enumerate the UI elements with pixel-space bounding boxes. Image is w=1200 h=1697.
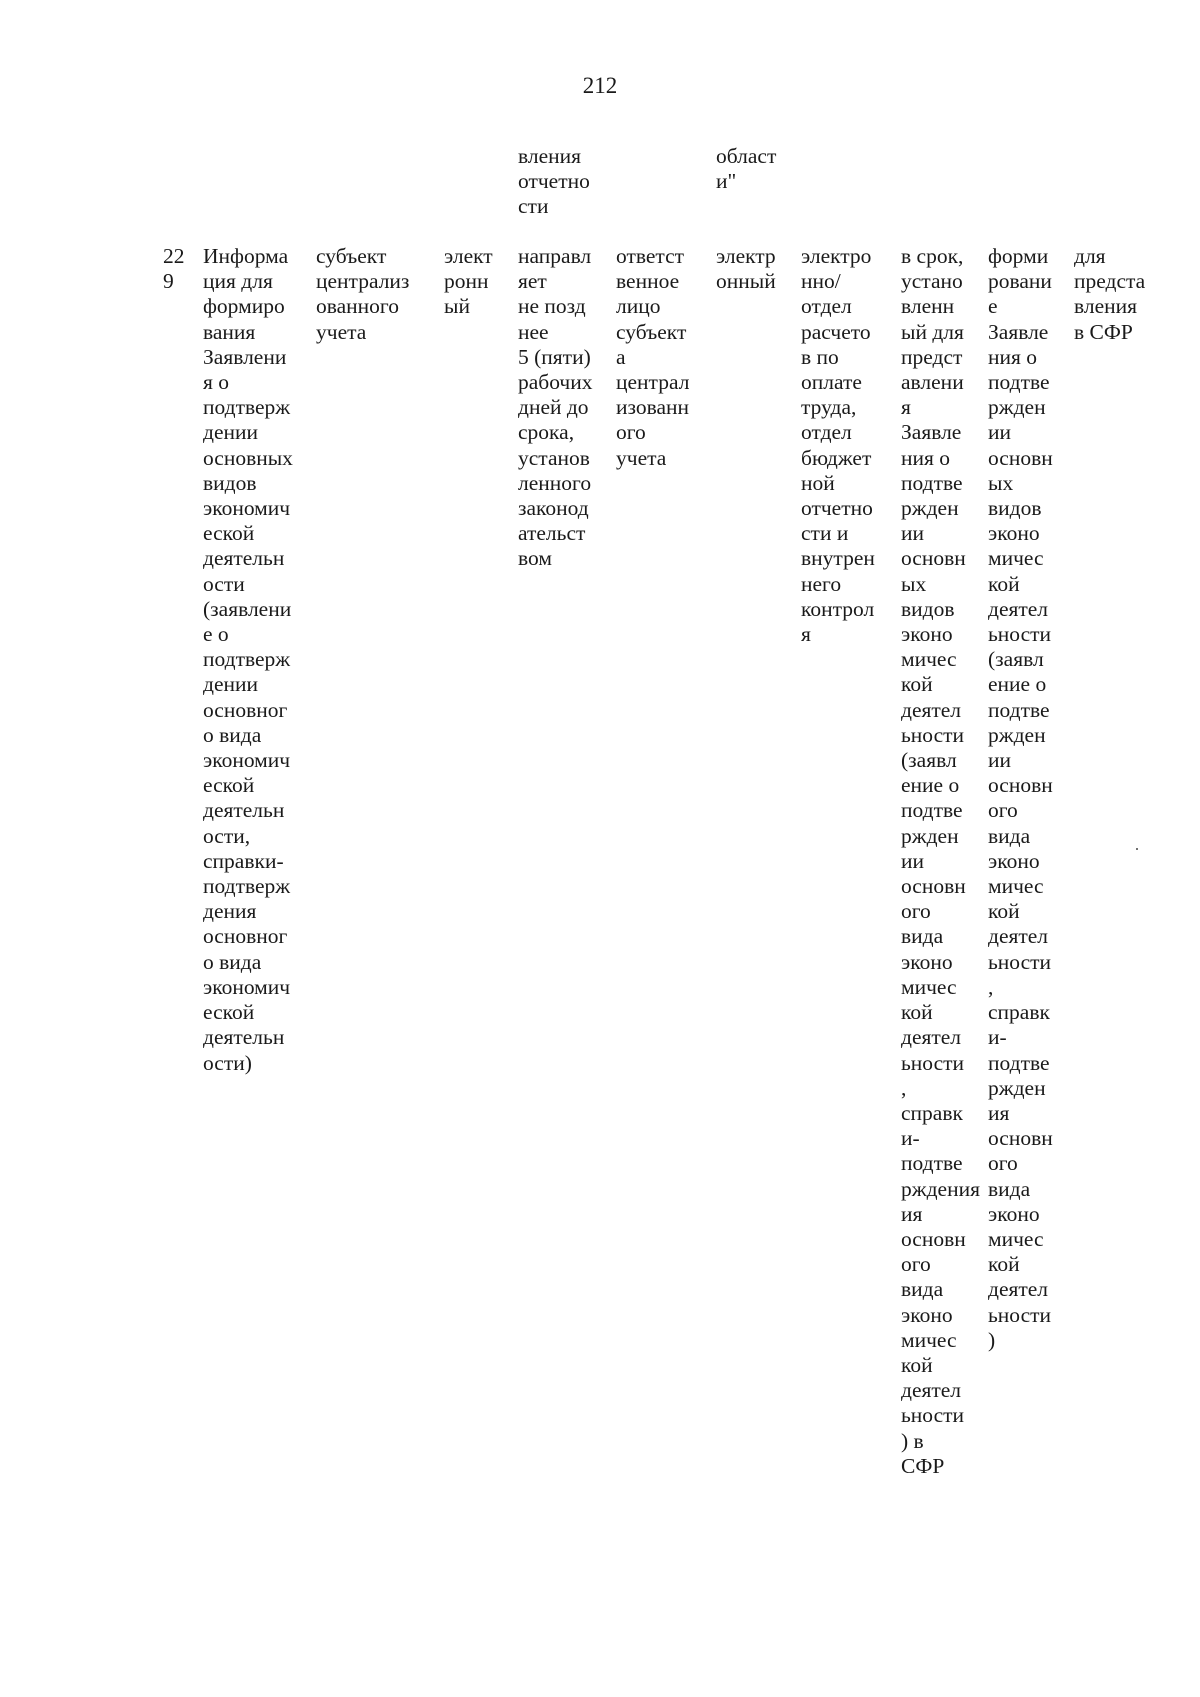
subject-cell: субъект централиз ованного учета <box>316 244 410 344</box>
scan-speck <box>1136 848 1138 850</box>
form-cell: элект ронн ый <box>444 244 493 319</box>
responsible-cell: ответст венное лицо субъект а централ изованн ого учета <box>616 244 690 470</box>
row-number: 22 9 <box>163 244 185 294</box>
page-number: 212 <box>582 73 618 98</box>
deadline-cell: в срок, устано вленн ый для предст авлени я Заявле ния о подтве ржден ии основн ых видов эконо мичес кой деятел ьности (заявл ение о подтве ржден ии основн ого вида эконо мичес кой деятел ьности , справк и- подтве рждения ия основн ого вида эконо мичес кой деятел ьности ) в СФР <box>901 244 980 1478</box>
goal-cell: для предста вления в СФР <box>1074 244 1146 344</box>
continuation-form-cell: област и" <box>716 144 777 194</box>
term-cell: направл яет не позд нее 5 (пяти) рабочих дней до срока, установ ленного законод ательст вом <box>518 244 593 571</box>
department-cell: электро нно/ отдел расчето в по оплате труда, отдел бюджет ной отчетно сти и внутрен него контрол я <box>801 244 875 647</box>
information-name-cell: Информа ция для формиро вания Заявлени я о подтверж дении основных видов экономич еской деятельн ости (заявлени е о подтверж дении основног о вида экономич еской деятельн ости, справки- подтверж дения основног о вида экономич еской деятельн ости) <box>203 244 293 1075</box>
purpose-cell: форми ровани е Заявле ния о подтве ржден ии основн ых видов эконо мичес кой деятел ьности (заявл ение о подтве ржден ии основн ого вида эконо мичес кой деятел ьности , справк и- подтве ржден ия основн ого вида эконо мичес кой деятел ьности ) <box>988 244 1053 1352</box>
continuation-term-cell: вления отчетно сти <box>518 144 590 219</box>
recipient-form-cell: электр онный <box>716 244 776 294</box>
